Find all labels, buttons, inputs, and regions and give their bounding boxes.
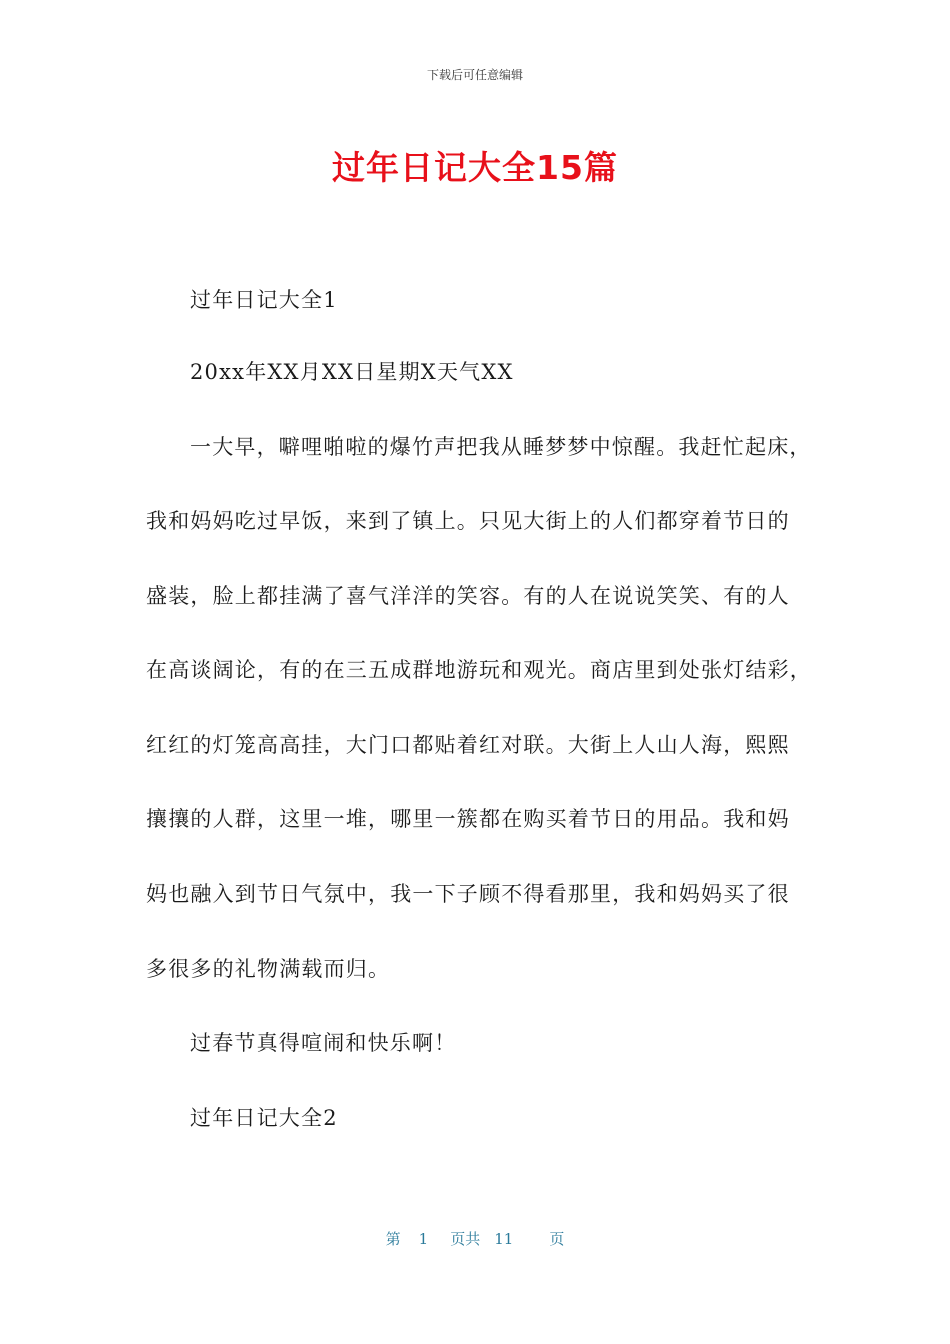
closing-line: 过春节真得喧闹和快乐啊！ <box>190 1031 457 1055</box>
paragraph-line: 红红的灯笼高高挂，大门口都贴着红对联。大街上人山人海，熙熙 <box>146 733 790 757</box>
paragraph-line: 在高谈阔论，有的在三五成群地游玩和观光。商店里到处张灯结彩， <box>146 658 812 682</box>
paragraph-line: 多很多的礼物满载而归。 <box>146 957 391 981</box>
paragraph-line: 攘攘的人群，这里一堆，哪里一簇都在购买着节日的用品。我和妈 <box>146 807 790 831</box>
diary-date-line: 20xx年XX月XX日星期X天气XX <box>190 360 514 384</box>
paragraph-line: 盛装，脸上都挂满了喜气洋洋的笑容。有的人在说说笑笑、有的人 <box>146 584 790 608</box>
paragraph-line: 妈也融入到节日气氛中，我一下子顾不得看那里，我和妈妈买了很 <box>146 882 790 906</box>
paragraph-line: 我和妈妈吃过早饭，来到了镇上。只见大街上的人们都穿着节日的 <box>146 509 790 533</box>
footer-suffix: 页 <box>549 1230 565 1248</box>
footer-total-pages: 11 <box>494 1230 514 1248</box>
section-heading: 过年日记大全2 <box>190 1106 338 1130</box>
page-footer <box>0 1228 950 1249</box>
header-note: 下载后可任意编辑 <box>426 68 523 82</box>
section-heading: 过年日记大全1 <box>190 288 338 312</box>
footer-page-number: 1 <box>418 1230 429 1248</box>
document-title: 过年日记大全15篇 <box>332 148 618 187</box>
paragraph-line: 一大早，噼哩啪啦的爆竹声把我从睡梦梦中惊醒。我赶忙起床， <box>190 435 812 459</box>
footer-prefix: 第 <box>385 1230 401 1248</box>
footer-mid: 页共 <box>450 1230 481 1248</box>
